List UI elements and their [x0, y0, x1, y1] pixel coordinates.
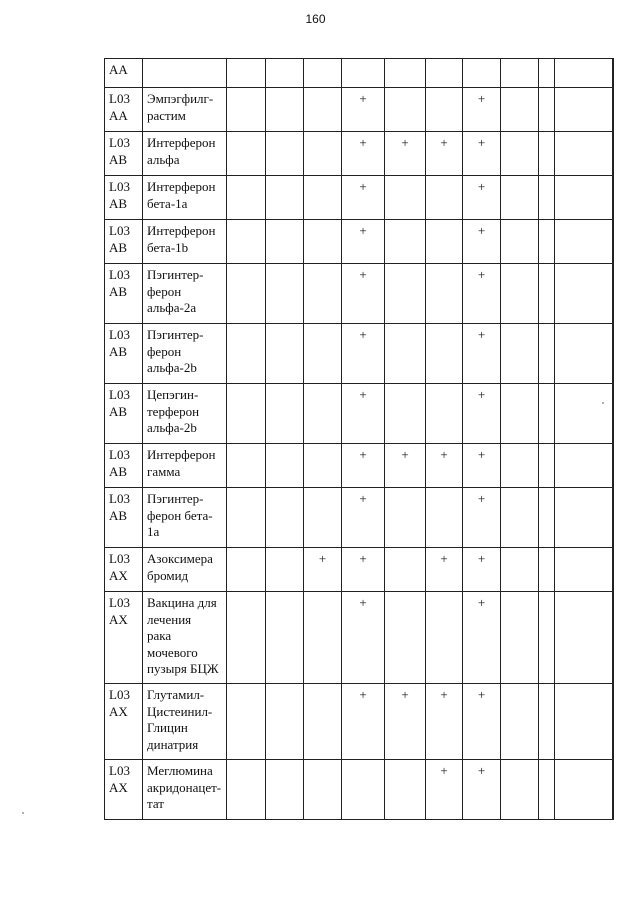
- mark-cell: +: [463, 444, 501, 488]
- mark-cell: [613, 444, 614, 488]
- atc-code-line: L03: [109, 595, 130, 610]
- atc-code-cell: [105, 488, 143, 548]
- mark-cell: [539, 59, 555, 88]
- atc-code-line: L03: [109, 687, 130, 702]
- drug-name-line: Азоксимера: [147, 551, 213, 566]
- atc-code-line: AB: [109, 403, 128, 419]
- mark-cell: [385, 488, 426, 548]
- mark-cell: [539, 444, 555, 488]
- mark-cell: [227, 59, 266, 88]
- mark-cell: [613, 132, 614, 176]
- atc-code-line: AA: [109, 107, 128, 123]
- mark-cell: [342, 760, 385, 820]
- mark-cell: [385, 59, 426, 88]
- atc-code-line: L03: [109, 763, 130, 778]
- mark-cell: [501, 548, 539, 592]
- mark-cell: [501, 59, 539, 88]
- mark-cell: [342, 59, 385, 88]
- mark-cell: [385, 592, 426, 684]
- table-row: [105, 264, 614, 324]
- mark-cell: [304, 592, 342, 684]
- mark-cell: [266, 760, 304, 820]
- mark-cell: +: [463, 324, 501, 384]
- drug-name-line: альфа: [147, 151, 180, 167]
- atc-code-cell: [105, 444, 143, 488]
- mark-cell: [385, 264, 426, 324]
- mark-cell: +: [463, 132, 501, 176]
- mark-cell: [501, 684, 539, 760]
- atc-code-cell: [105, 548, 143, 592]
- mark-cell: [385, 176, 426, 220]
- mark-cell: [501, 176, 539, 220]
- mark-cell: +: [463, 592, 501, 684]
- drug-name-cell: [143, 176, 227, 220]
- mark-cell: [613, 684, 614, 760]
- atc-code-cell: [105, 132, 143, 176]
- mark-cell: [539, 220, 555, 264]
- drug-name-line: тат: [147, 796, 164, 811]
- mark-cell: [555, 684, 613, 760]
- mark-cell: [304, 132, 342, 176]
- mark-cell: +: [342, 88, 385, 132]
- table-row: [105, 59, 614, 88]
- drug-name-line: гамма: [147, 463, 181, 479]
- mark-cell: +: [304, 548, 342, 592]
- mark-cell: [539, 548, 555, 592]
- drug-name-cell: [143, 488, 227, 548]
- mark-cell: +: [463, 684, 501, 760]
- mark-cell: [266, 220, 304, 264]
- mark-cell: [613, 488, 614, 548]
- table-row: [105, 684, 614, 760]
- mark-cell: +: [342, 548, 385, 592]
- mark-cell: [266, 324, 304, 384]
- mark-cell: [501, 88, 539, 132]
- mark-cell: [266, 684, 304, 760]
- drug-name-cell: [143, 88, 227, 132]
- mark-cell: [266, 488, 304, 548]
- drug-name-line: Вакцина для: [147, 595, 217, 610]
- mark-cell: [304, 444, 342, 488]
- drug-name-line: ферон бета-: [147, 507, 213, 523]
- mark-cell: [539, 264, 555, 324]
- mark-cell: +: [426, 132, 463, 176]
- mark-cell: [227, 592, 266, 684]
- table-row: [105, 324, 614, 384]
- scan-speck: [602, 402, 604, 404]
- atc-code-cell: [105, 59, 143, 88]
- table-row: [105, 444, 614, 488]
- drug-name-line: 1a: [147, 524, 160, 539]
- mark-cell: +: [342, 176, 385, 220]
- mark-cell: [304, 324, 342, 384]
- drug-name-line: лечения: [147, 611, 192, 627]
- mark-cell: +: [385, 684, 426, 760]
- atc-code-line: L03: [109, 223, 130, 238]
- atc-code-line: L03: [109, 447, 130, 462]
- table-row: [105, 592, 614, 684]
- mark-cell: [385, 760, 426, 820]
- mark-cell: [227, 324, 266, 384]
- drug-name-cell: [143, 132, 227, 176]
- mark-cell: [227, 684, 266, 760]
- drug-name-line: акридонацет-: [147, 779, 222, 795]
- mark-cell: [539, 760, 555, 820]
- mark-cell: +: [342, 444, 385, 488]
- mark-cell: [426, 488, 463, 548]
- mark-cell: +: [342, 324, 385, 384]
- mark-cell: [501, 324, 539, 384]
- drug-name-line: Цепэгин-: [147, 387, 199, 402]
- mark-cell: +: [426, 684, 463, 760]
- atc-code-cell: [105, 684, 143, 760]
- mark-cell: [426, 176, 463, 220]
- mark-cell: [266, 59, 304, 88]
- mark-cell: [304, 59, 342, 88]
- mark-cell: +: [426, 548, 463, 592]
- mark-cell: [613, 324, 614, 384]
- table-row: [105, 488, 614, 548]
- drug-name-line: Интерферон: [147, 223, 216, 238]
- mark-cell: +: [463, 220, 501, 264]
- table-row: [105, 220, 614, 264]
- mark-cell: [613, 760, 614, 820]
- mark-cell: +: [385, 444, 426, 488]
- drug-name-line: Пэгинтер-: [147, 267, 204, 282]
- mark-cell: [501, 132, 539, 176]
- atc-code-line: L03: [109, 91, 130, 106]
- drug-name-cell: [143, 760, 227, 820]
- mark-cell: +: [342, 220, 385, 264]
- mark-cell: [501, 488, 539, 548]
- mark-cell: [539, 324, 555, 384]
- atc-code-line: L03: [109, 491, 130, 506]
- mark-cell: [613, 220, 614, 264]
- mark-cell: +: [385, 132, 426, 176]
- mark-cell: [539, 384, 555, 444]
- mark-cell: [304, 488, 342, 548]
- mark-cell: [385, 384, 426, 444]
- mark-cell: [304, 760, 342, 820]
- mark-cell: [266, 592, 304, 684]
- atc-code-line: AB: [109, 507, 128, 523]
- atc-code-line: AB: [109, 463, 128, 479]
- mark-cell: [539, 176, 555, 220]
- drug-name-line: Пэгинтер-: [147, 491, 204, 506]
- mark-cell: [304, 220, 342, 264]
- mark-cell: [501, 760, 539, 820]
- mark-cell: +: [342, 132, 385, 176]
- mark-cell: [304, 176, 342, 220]
- drug-name-cell: [143, 264, 227, 324]
- mark-cell: [385, 220, 426, 264]
- drug-name-cell: [143, 324, 227, 384]
- mark-cell: [501, 220, 539, 264]
- drug-name-line: ферон: [147, 343, 182, 359]
- mark-cell: [539, 132, 555, 176]
- mark-cell: +: [426, 444, 463, 488]
- mark-cell: [613, 384, 614, 444]
- mark-cell: [613, 592, 614, 684]
- atc-code-cell: [105, 324, 143, 384]
- drug-name-line: пузыря БЦЖ: [147, 661, 219, 676]
- mark-cell: [385, 324, 426, 384]
- atc-code-line: L03: [109, 327, 130, 342]
- drug-name-line: Интерферон: [147, 447, 216, 462]
- atc-code-line: AB: [109, 195, 128, 211]
- table-row: [105, 384, 614, 444]
- drug-name-line: бета-1b: [147, 239, 189, 255]
- mark-cell: [227, 760, 266, 820]
- mark-cell: [426, 324, 463, 384]
- mark-cell: [555, 132, 613, 176]
- mark-cell: [555, 384, 613, 444]
- drug-name-line: рака: [147, 628, 172, 643]
- mark-cell: [426, 592, 463, 684]
- mark-cell: +: [342, 488, 385, 548]
- mark-cell: +: [463, 88, 501, 132]
- table-row: [105, 176, 614, 220]
- mark-cell: [385, 88, 426, 132]
- table-body: [105, 59, 614, 820]
- atc-code-cell: [105, 220, 143, 264]
- drug-name-line: Меглюмина: [147, 763, 213, 778]
- mark-cell: [501, 384, 539, 444]
- mark-cell: [539, 488, 555, 548]
- drug-name-cell: [143, 59, 227, 88]
- mark-cell: [555, 59, 613, 88]
- mark-cell: [501, 444, 539, 488]
- mark-cell: [227, 88, 266, 132]
- drug-name-line: динатрия: [147, 736, 199, 752]
- drug-name-line: Глутамил-: [147, 687, 205, 702]
- drug-name-cell: [143, 384, 227, 444]
- drug-name-cell: [143, 220, 227, 264]
- atc-code-line: AX: [109, 779, 128, 795]
- mark-cell: [426, 220, 463, 264]
- drug-name-cell: [143, 444, 227, 488]
- mark-cell: [227, 176, 266, 220]
- mark-cell: +: [342, 264, 385, 324]
- drug-name-line: растим: [147, 107, 186, 123]
- drug-name-line: Пэгинтер-: [147, 327, 204, 342]
- mark-cell: [555, 88, 613, 132]
- drug-name-line: бета-1a: [147, 195, 188, 211]
- table-row: [105, 760, 614, 820]
- drug-name-line: Интерферон: [147, 179, 216, 194]
- atc-code-cell: [105, 384, 143, 444]
- drug-name-cell: [143, 592, 227, 684]
- mark-cell: +: [463, 760, 501, 820]
- atc-code-line: L03: [109, 135, 130, 150]
- mark-cell: [266, 384, 304, 444]
- mark-cell: [555, 760, 613, 820]
- mark-cell: +: [342, 592, 385, 684]
- atc-code-line: AX: [109, 703, 128, 719]
- mark-cell: [227, 264, 266, 324]
- mark-cell: [555, 488, 613, 548]
- mark-cell: [555, 444, 613, 488]
- mark-cell: [613, 59, 614, 88]
- mark-cell: [613, 88, 614, 132]
- mark-cell: [613, 264, 614, 324]
- atc-code-cell: [105, 760, 143, 820]
- atc-code-line: AB: [109, 239, 128, 255]
- drug-name-line: Цистеинил-: [147, 703, 213, 719]
- mark-cell: [227, 488, 266, 548]
- mark-cell: [555, 592, 613, 684]
- atc-code-line: L03: [109, 179, 130, 194]
- mark-cell: [266, 88, 304, 132]
- mark-cell: +: [463, 384, 501, 444]
- drug-name-cell: [143, 684, 227, 760]
- drug-name-line: Интерферон: [147, 135, 216, 150]
- atc-code-line: AA: [109, 62, 128, 77]
- mark-cell: [426, 59, 463, 88]
- atc-code-line: AB: [109, 343, 128, 359]
- table-row: [105, 88, 614, 132]
- mark-cell: +: [342, 684, 385, 760]
- page-number: 160: [305, 12, 326, 26]
- atc-code-line: L03: [109, 551, 130, 566]
- atc-code-cell: [105, 592, 143, 684]
- mark-cell: [266, 264, 304, 324]
- mark-cell: [555, 324, 613, 384]
- mark-cell: [555, 176, 613, 220]
- atc-code-line: AX: [109, 611, 128, 627]
- atc-code-line: L03: [109, 267, 130, 282]
- mark-cell: [555, 548, 613, 592]
- mark-cell: [463, 59, 501, 88]
- drug-name-line: терферон: [147, 403, 200, 419]
- mark-cell: [266, 548, 304, 592]
- mark-cell: [539, 592, 555, 684]
- mark-cell: [539, 684, 555, 760]
- mark-cell: [555, 264, 613, 324]
- mark-cell: [426, 88, 463, 132]
- drug-name-line: альфа-2a: [147, 300, 197, 315]
- mark-cell: [426, 384, 463, 444]
- mark-cell: +: [342, 384, 385, 444]
- mark-cell: [266, 444, 304, 488]
- table-row: [105, 548, 614, 592]
- mark-cell: +: [463, 488, 501, 548]
- mark-cell: [227, 548, 266, 592]
- atc-code-cell: [105, 176, 143, 220]
- scan-speck: [22, 812, 24, 814]
- drug-table: [104, 58, 614, 820]
- drug-name-line: Глицин: [147, 720, 188, 735]
- mark-cell: [227, 384, 266, 444]
- mark-cell: [304, 684, 342, 760]
- drug-name-cell: [143, 548, 227, 592]
- mark-cell: +: [463, 176, 501, 220]
- mark-cell: [304, 88, 342, 132]
- mark-cell: [613, 176, 614, 220]
- mark-cell: +: [463, 264, 501, 324]
- mark-cell: [227, 132, 266, 176]
- drug-name-line: ферон: [147, 283, 182, 299]
- mark-cell: [426, 264, 463, 324]
- atc-code-line: AB: [109, 151, 128, 167]
- mark-cell: [385, 548, 426, 592]
- drug-name-line: альфа-2b: [147, 360, 197, 375]
- drug-name-line: Эмпэгфилг-: [147, 91, 214, 106]
- mark-cell: [304, 384, 342, 444]
- atc-code-line: L03: [109, 387, 130, 402]
- mark-cell: [555, 220, 613, 264]
- atc-code-cell: [105, 264, 143, 324]
- atc-code-line: AX: [109, 567, 128, 583]
- mark-cell: [539, 88, 555, 132]
- atc-code-line: AB: [109, 283, 128, 299]
- mark-cell: +: [463, 548, 501, 592]
- drug-name-line: альфа-2b: [147, 420, 197, 435]
- mark-cell: [304, 264, 342, 324]
- atc-code-cell: [105, 88, 143, 132]
- mark-cell: [227, 220, 266, 264]
- drug-name-line: бромид: [147, 567, 189, 583]
- mark-cell: [266, 176, 304, 220]
- mark-cell: [501, 264, 539, 324]
- table-row: [105, 132, 614, 176]
- mark-cell: [501, 592, 539, 684]
- drug-name-line: мочевого: [147, 644, 198, 660]
- mark-cell: [227, 444, 266, 488]
- mark-cell: [266, 132, 304, 176]
- mark-cell: [613, 548, 614, 592]
- mark-cell: +: [426, 760, 463, 820]
